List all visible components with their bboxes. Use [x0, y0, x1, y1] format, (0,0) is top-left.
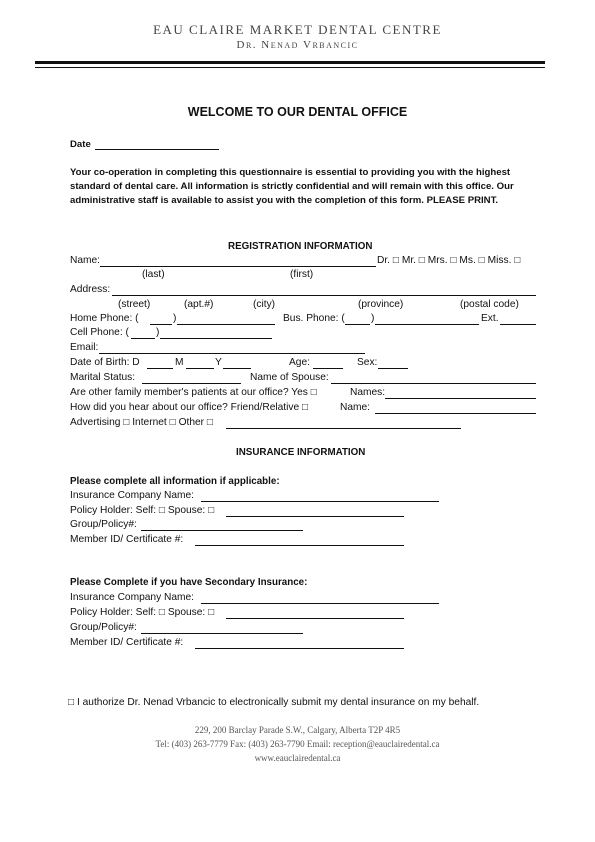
secondary-company-field[interactable] — [201, 603, 439, 604]
dob-month-field[interactable] — [186, 368, 214, 369]
other-source-field[interactable] — [226, 428, 461, 429]
province-hint: (province) — [358, 299, 404, 310]
email-label: Email: — [70, 342, 99, 353]
family-names-label: Names: — [350, 387, 386, 398]
primary-group-label: Group/Policy#: — [70, 519, 137, 530]
bus-phone-field[interactable] — [375, 324, 479, 325]
secondary-member-label: Member ID/ Certificate #: — [70, 637, 184, 648]
age-field[interactable] — [313, 368, 343, 369]
cell-phone-area-field[interactable] — [131, 338, 155, 339]
ext-field[interactable] — [500, 324, 536, 325]
bus-phone-paren: ) — [371, 313, 375, 324]
secondary-group-label: Group/Policy#: — [70, 622, 137, 633]
address-label: Address: — [70, 284, 111, 295]
last-name-hint: (last) — [142, 269, 165, 280]
age-label: Age: — [289, 357, 310, 368]
doctor-name: Dr. Nenad Vrbancic — [236, 39, 359, 51]
cell-phone-field[interactable] — [160, 338, 272, 339]
cell-phone-paren: ) — [156, 327, 160, 338]
sex-label: Sex: — [357, 357, 378, 368]
date-field[interactable] — [95, 149, 219, 150]
name-label: Name: — [70, 255, 101, 266]
street-hint: (street) — [118, 299, 151, 310]
clinic-name: EAU CLAIRE MARKET DENTAL CENTRE — [153, 22, 442, 37]
dob-label: Date of Birth: D — [70, 357, 140, 368]
primary-holder-field[interactable] — [226, 516, 404, 517]
advertising-options[interactable]: Advertising □ Internet □ Other □ — [70, 417, 214, 428]
dob-year-field[interactable] — [223, 368, 251, 369]
primary-holder-options[interactable]: Policy Holder: Self: □ Spouse: □ — [70, 505, 215, 516]
home-phone-area-field[interactable] — [150, 324, 172, 325]
insurance-heading: INSURANCE INFORMATION — [236, 447, 366, 458]
spouse-name-field[interactable] — [331, 383, 536, 384]
primary-company-label: Insurance Company Name: — [70, 490, 195, 501]
secondary-company-label: Insurance Company Name: — [70, 592, 195, 603]
dob-year-label: Y — [215, 357, 222, 368]
footer-contact: Tel: (403) 263-7779 Fax: (403) 263-7790 Email: reception@eauclairedental.ca — [155, 739, 440, 749]
home-phone-field[interactable] — [177, 324, 275, 325]
primary-company-field[interactable] — [201, 501, 439, 502]
address-field[interactable] — [112, 295, 536, 296]
email-field[interactable] — [99, 353, 365, 354]
dob-month-label: M — [175, 357, 184, 368]
secondary-holder-options[interactable]: Policy Holder: Self: □ Spouse: □ — [70, 607, 215, 618]
referral-name-label: Name: — [340, 402, 371, 413]
header-rule-thin — [35, 67, 545, 68]
secondary-holder-field[interactable] — [226, 618, 404, 619]
secondary-insurance-heading: Please Complete if you have Secondary Insurance: — [70, 577, 308, 588]
family-members-question[interactable]: Are other family member's patients at our office? Yes □ — [70, 387, 317, 398]
dob-day-field[interactable] — [147, 368, 173, 369]
ext-label: Ext. — [481, 313, 499, 324]
family-names-field[interactable] — [385, 398, 536, 399]
marital-status-label: Marital Status: — [70, 372, 136, 383]
date-label: Date — [70, 139, 91, 150]
page-title: WELCOME TO OUR DENTAL OFFICE — [187, 105, 408, 119]
name-field[interactable] — [100, 266, 376, 267]
home-phone-paren: ) — [173, 313, 177, 324]
primary-group-field[interactable] — [141, 530, 303, 531]
referral-question[interactable]: How did you hear about our office? Friend/Relative □ — [70, 402, 309, 413]
header-rule-thick — [35, 61, 545, 64]
intro-paragraph: Your co-operation in completing this questionnaire is essential to providing you with the highest standard of dental care. All information is strictly confidential and will remain with this office. Our administrative staff is available to assist you with the completion of this form. PLEASE PRINT. — [70, 167, 514, 206]
bus-phone-label: Bus. Phone: ( — [283, 313, 345, 324]
primary-member-label: Member ID/ Certificate #: — [70, 534, 184, 545]
secondary-member-field[interactable] — [195, 648, 404, 649]
city-hint: (city) — [253, 299, 276, 310]
postal-code-hint: (postal code) — [460, 299, 519, 310]
registration-heading: REGISTRATION INFORMATION — [228, 241, 373, 252]
primary-member-field[interactable] — [195, 545, 404, 546]
bus-phone-area-field[interactable] — [345, 324, 370, 325]
cell-phone-label: Cell Phone: ( — [70, 327, 129, 338]
spouse-name-label: Name of Spouse: — [250, 372, 329, 383]
apt-hint: (apt.#) — [184, 299, 214, 310]
primary-insurance-heading: Please complete all information if applicable: — [70, 476, 280, 487]
marital-status-field[interactable] — [142, 383, 241, 384]
footer-website: www.eauclairedental.ca — [254, 753, 341, 763]
salutation-options[interactable]: Dr. □ Mr. □ Mrs. □ Ms. □ Miss. □ — [377, 255, 521, 266]
first-name-hint: (first) — [290, 269, 314, 280]
home-phone-label: Home Phone: ( — [70, 313, 139, 324]
authorize-checkbox[interactable]: □ I authorize Dr. Nenad Vrbancic to electronically submit my dental insurance on my behalf. — [68, 697, 480, 708]
secondary-group-field[interactable] — [141, 633, 303, 634]
referral-name-field[interactable] — [375, 413, 536, 414]
sex-field[interactable] — [378, 368, 408, 369]
footer-address: 229, 200 Barclay Parade S.W., Calgary, Alberta T2P 4R5 — [194, 725, 401, 735]
